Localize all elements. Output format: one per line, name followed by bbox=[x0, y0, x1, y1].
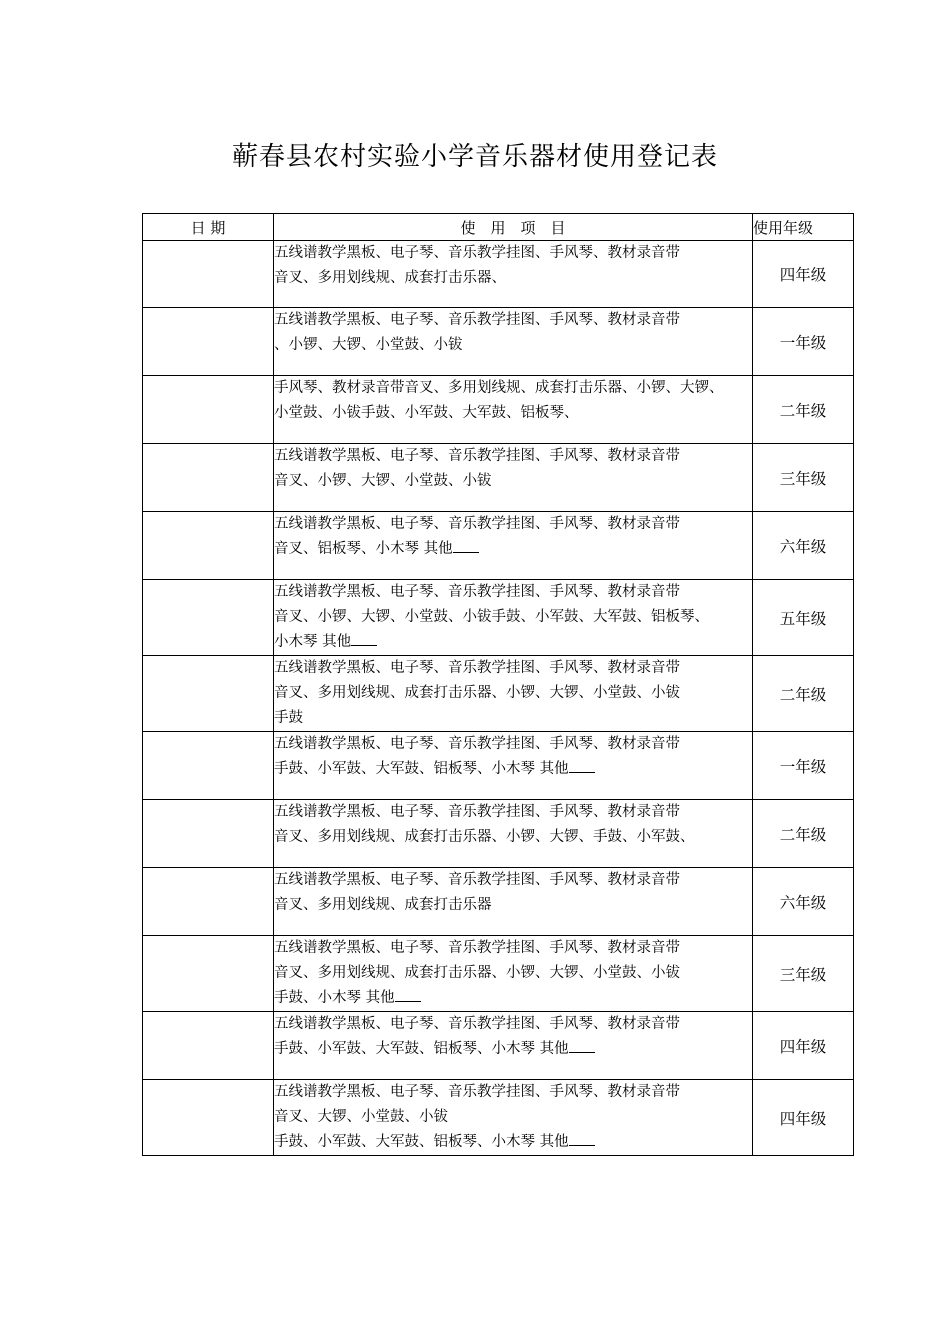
date-cell[interactable] bbox=[143, 308, 274, 376]
items-cell bbox=[274, 868, 753, 936]
items-cell bbox=[274, 580, 753, 656]
item-line: 手鼓、小木琴 其他 bbox=[274, 986, 752, 1011]
item-line: 五线谱教学黑板、电子琴、音乐教学挂图、手风琴、教材录音带 bbox=[274, 1084, 680, 1100]
items-cell bbox=[274, 1012, 753, 1080]
item-line: 音叉、大锣、小堂鼓、小钹 bbox=[274, 1109, 448, 1125]
items-cell bbox=[274, 376, 753, 444]
date-cell[interactable] bbox=[143, 444, 274, 512]
item-line: 手鼓 bbox=[274, 710, 303, 726]
other-blank-line[interactable] bbox=[351, 631, 377, 646]
items-cell bbox=[274, 444, 753, 512]
item-line: 音叉、铝板琴、小木琴 其他 bbox=[274, 537, 752, 562]
date-cell[interactable] bbox=[143, 800, 274, 868]
item-line: 五线谱教学黑板、电子琴、音乐教学挂图、手风琴、教材录音带 bbox=[274, 584, 680, 600]
grade-cell: 六年级 bbox=[753, 868, 854, 936]
grade-cell: 二年级 bbox=[753, 656, 854, 732]
page-title: 蕲春县农村实验小学音乐器材使用登记表 bbox=[231, 142, 718, 172]
item-line: 音叉、多用划线规、成套打击乐器、 bbox=[274, 270, 506, 286]
table-row bbox=[143, 936, 854, 1012]
item-line: 五线谱教学黑板、电子琴、音乐教学挂图、手风琴、教材录音带 bbox=[274, 312, 680, 328]
grade-cell: 四年级 bbox=[753, 1080, 854, 1156]
header-grade: 使用年级 bbox=[753, 214, 854, 241]
grade-cell: 二年级 bbox=[753, 800, 854, 868]
table-row bbox=[143, 376, 854, 444]
table-row bbox=[143, 308, 854, 376]
other-blank-line[interactable] bbox=[569, 1038, 595, 1053]
table-row bbox=[143, 512, 854, 580]
table-body bbox=[143, 241, 854, 1156]
other-blank-line[interactable] bbox=[569, 1131, 595, 1146]
item-line: 手鼓、小军鼓、大军鼓、铝板琴、小木琴 其他 bbox=[274, 1037, 752, 1062]
other-blank-line[interactable] bbox=[453, 538, 479, 553]
table-row bbox=[143, 241, 854, 308]
item-line: 音叉、多用划线规、成套打击乐器 bbox=[274, 897, 492, 913]
header-date: 日 期 bbox=[143, 214, 274, 241]
item-line: 五线谱教学黑板、电子琴、音乐教学挂图、手风琴、教材录音带 bbox=[274, 448, 680, 464]
item-line: 音叉、小锣、大锣、小堂鼓、小钹手鼓、小军鼓、大军鼓、铝板琴、 bbox=[274, 609, 709, 625]
items-cell bbox=[274, 732, 753, 800]
date-cell[interactable] bbox=[143, 936, 274, 1012]
grade-cell: 五年级 bbox=[753, 580, 854, 656]
item-line: 五线谱教学黑板、电子琴、音乐教学挂图、手风琴、教材录音带 bbox=[274, 940, 680, 956]
item-line: 音叉、多用划线规、成套打击乐器、小锣、大锣、小堂鼓、小钹 bbox=[274, 685, 680, 701]
date-cell[interactable] bbox=[143, 1080, 274, 1156]
item-line: 手风琴、教材录音带音叉、多用划线规、成套打击乐器、小锣、大锣、 bbox=[274, 380, 724, 396]
date-cell[interactable] bbox=[143, 656, 274, 732]
item-line: 手鼓、小军鼓、大军鼓、铝板琴、小木琴 其他 bbox=[274, 757, 752, 782]
item-line: 五线谱教学黑板、电子琴、音乐教学挂图、手风琴、教材录音带 bbox=[274, 872, 680, 888]
item-line: 音叉、小锣、大锣、小堂鼓、小钹 bbox=[274, 473, 492, 489]
item-line: 小木琴 其他 bbox=[274, 630, 752, 655]
date-cell[interactable] bbox=[143, 868, 274, 936]
grade-cell: 三年级 bbox=[753, 444, 854, 512]
table-row bbox=[143, 1012, 854, 1080]
item-line: 手鼓、小军鼓、大军鼓、铝板琴、小木琴 其他 bbox=[274, 1130, 752, 1155]
item-line: 五线谱教学黑板、电子琴、音乐教学挂图、手风琴、教材录音带 bbox=[274, 516, 680, 532]
items-cell bbox=[274, 308, 753, 376]
date-cell[interactable] bbox=[143, 376, 274, 444]
table-row bbox=[143, 868, 854, 936]
grade-cell: 一年级 bbox=[753, 732, 854, 800]
items-cell bbox=[274, 241, 753, 308]
items-cell bbox=[274, 800, 753, 868]
item-line: 、小锣、大锣、小堂鼓、小钹 bbox=[274, 337, 463, 353]
grade-cell: 四年级 bbox=[753, 1012, 854, 1080]
item-line: 五线谱教学黑板、电子琴、音乐教学挂图、手风琴、教材录音带 bbox=[274, 660, 680, 676]
table-row bbox=[143, 444, 854, 512]
item-line: 五线谱教学黑板、电子琴、音乐教学挂图、手风琴、教材录音带 bbox=[274, 736, 680, 752]
grade-cell: 三年级 bbox=[753, 936, 854, 1012]
table-row bbox=[143, 580, 854, 656]
items-cell bbox=[274, 1080, 753, 1156]
date-cell[interactable] bbox=[143, 1012, 274, 1080]
table-header-row bbox=[143, 214, 854, 241]
items-cell bbox=[274, 512, 753, 580]
grade-cell: 六年级 bbox=[753, 512, 854, 580]
items-cell bbox=[274, 656, 753, 732]
date-cell[interactable] bbox=[143, 241, 274, 308]
table-row bbox=[143, 800, 854, 868]
table-row bbox=[143, 1080, 854, 1156]
item-line: 五线谱教学黑板、电子琴、音乐教学挂图、手风琴、教材录音带 bbox=[274, 1016, 680, 1032]
item-line: 音叉、多用划线规、成套打击乐器、小锣、大锣、小堂鼓、小钹 bbox=[274, 965, 680, 981]
grade-cell: 四年级 bbox=[753, 241, 854, 308]
other-blank-line[interactable] bbox=[395, 987, 421, 1002]
grade-cell: 一年级 bbox=[753, 308, 854, 376]
header-items: 使 用 项 目 bbox=[274, 214, 753, 241]
date-cell[interactable] bbox=[143, 732, 274, 800]
table-row bbox=[143, 656, 854, 732]
item-line: 五线谱教学黑板、电子琴、音乐教学挂图、手风琴、教材录音带 bbox=[274, 245, 680, 261]
date-cell[interactable] bbox=[143, 580, 274, 656]
register-table bbox=[142, 213, 854, 1156]
date-cell[interactable] bbox=[143, 512, 274, 580]
table-row bbox=[143, 732, 854, 800]
item-line: 五线谱教学黑板、电子琴、音乐教学挂图、手风琴、教材录音带 bbox=[274, 804, 680, 820]
items-cell bbox=[274, 936, 753, 1012]
grade-cell: 二年级 bbox=[753, 376, 854, 444]
item-line: 音叉、多用划线规、成套打击乐器、小锣、大锣、手鼓、小军鼓、 bbox=[274, 829, 695, 845]
item-line: 小堂鼓、小钹手鼓、小军鼓、大军鼓、铝板琴、 bbox=[274, 405, 579, 421]
other-blank-line[interactable] bbox=[569, 758, 595, 773]
